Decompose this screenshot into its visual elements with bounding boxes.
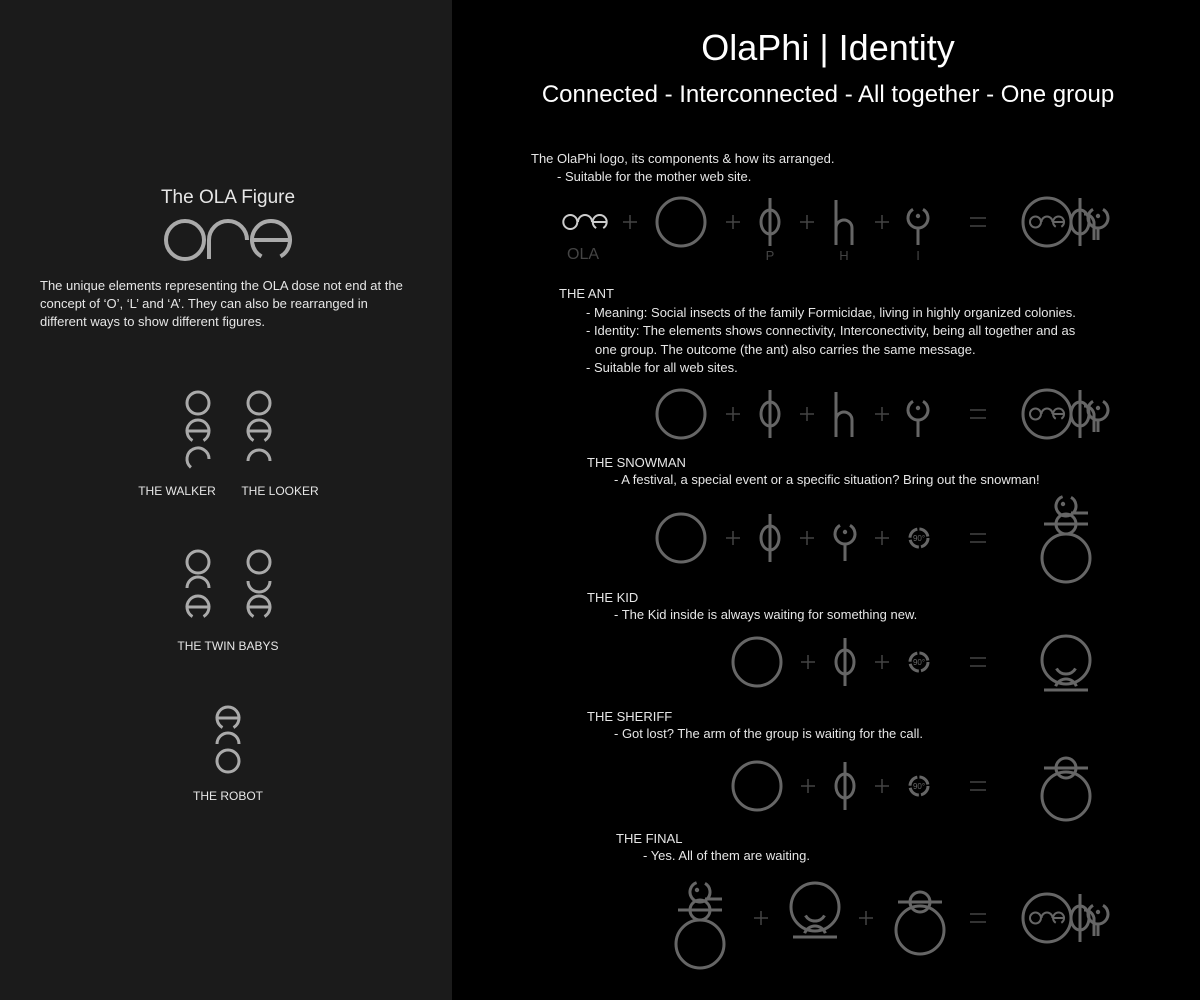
plus-icon [801, 655, 815, 669]
snowman-figure [676, 883, 724, 968]
equals-icon [970, 410, 986, 418]
figure-label-looker: THE LOOKER [241, 484, 319, 498]
final-line: - Yes. All of them are waiting. [643, 848, 810, 863]
plus-icon [800, 215, 814, 229]
sheriff-figure [896, 892, 944, 954]
circle-o-icon [657, 514, 705, 562]
section-title-sheriff: THE SHERIFF [587, 709, 673, 724]
olaphi-logo [1023, 390, 1108, 438]
circle-o-icon [657, 390, 705, 438]
page-title: OlaPhi | Identity [701, 27, 955, 68]
plus-icon [859, 911, 873, 925]
svg-text:90°: 90° [912, 782, 926, 791]
olaphi-logo [1023, 894, 1108, 942]
olaphi-logo [1023, 198, 1108, 246]
figure-label-twin-babys: THE TWIN BABYS [177, 639, 279, 653]
ola-figure-description: The unique elements representing the OLA dose not end at the concept of ‘O’, ‘L’ and ‘A’. They can also be rearranged in different ways to show different figures. [40, 278, 403, 329]
circle-o-icon [733, 762, 781, 810]
sheriff-figure [1042, 758, 1090, 820]
circle-o-icon [733, 638, 781, 686]
twin-baby-figure [248, 551, 270, 617]
kid-figure [1042, 636, 1090, 690]
section-title-ant: THE ANT [559, 286, 614, 301]
section-title-snowman: THE SNOWMAN [587, 455, 686, 470]
sheriff-line: - Got lost? The arm of the group is waiting for the call. [614, 726, 924, 741]
walker-figure [187, 392, 209, 467]
plus-icon [754, 911, 768, 925]
i-icon [835, 525, 855, 561]
phi-icon [836, 762, 854, 810]
plus-icon [623, 215, 637, 229]
section-title-final: THE FINAL [616, 831, 683, 846]
phi-icon [761, 390, 779, 438]
ola-figure-title: The OLA Figure [160, 187, 296, 208]
plus-icon [726, 215, 740, 229]
figure-label-robot: THE ROBOT [192, 789, 264, 803]
plus-icon [800, 531, 814, 545]
equals-icon [970, 534, 986, 542]
section-title-kid: THE KID [587, 590, 639, 605]
plus-icon [875, 407, 889, 421]
circle-o-icon [657, 198, 705, 246]
page-subtitle: Connected - Interconnected - All together - One group [541, 81, 1115, 108]
plus-icon [801, 779, 815, 793]
plus-icon [875, 655, 889, 669]
rotate-90-icon [910, 653, 928, 671]
svg-text:90°: 90° [912, 534, 926, 543]
kid-figure [791, 883, 839, 937]
ant-line: one group. The outcome (the ant) also carries the same message. [595, 342, 976, 357]
h-icon [836, 200, 852, 245]
snowman-line: - A festival, a special event or a specific situation? Bring out the snowman! [614, 472, 1040, 487]
rotate-90-icon [910, 777, 928, 795]
svg-text:90°: 90° [912, 658, 926, 667]
plus-icon [875, 215, 889, 229]
phi-icon [836, 638, 854, 686]
ant-line: - Identity: The elements shows connectivity, Interconectivity, being all together and as [586, 323, 1076, 338]
component-label-ola: OLA [566, 246, 600, 263]
equals-icon [970, 782, 986, 790]
plus-icon [875, 531, 889, 545]
plus-icon [726, 531, 740, 545]
phi-icon [761, 198, 779, 246]
plus-icon [800, 407, 814, 421]
component-label-h: H [839, 248, 849, 263]
plus-icon [875, 779, 889, 793]
ant-line: - Suitable for all web sites. [586, 360, 738, 375]
robot-figure [217, 707, 239, 772]
plus-icon [726, 407, 740, 421]
looker-figure [248, 392, 270, 461]
snowman-figure [1042, 497, 1090, 582]
intro-line: - Suitable for the mother web site. [557, 169, 752, 184]
ola-logo-large [166, 221, 290, 259]
component-label-p: P [765, 248, 775, 263]
figure-label-walker: THE WALKER [138, 484, 216, 498]
ola-logo-small [563, 215, 606, 229]
i-icon [908, 209, 928, 245]
component-label-i: I [916, 248, 920, 263]
equals-icon [970, 218, 986, 226]
ant-line: - Meaning: Social insects of the family Formicidae, living in highly organized colonies. [586, 305, 1076, 320]
intro-line: The OlaPhi logo, its components & how its arranged. [531, 151, 835, 166]
equals-icon [970, 658, 986, 666]
phi-icon [761, 514, 779, 562]
kid-line: - The Kid inside is always waiting for something new. [614, 607, 918, 622]
h-icon [836, 392, 852, 437]
twin-baby-figure [187, 551, 209, 617]
rotate-90-icon [910, 529, 928, 547]
equals-icon [970, 914, 986, 922]
i-icon [908, 401, 928, 437]
